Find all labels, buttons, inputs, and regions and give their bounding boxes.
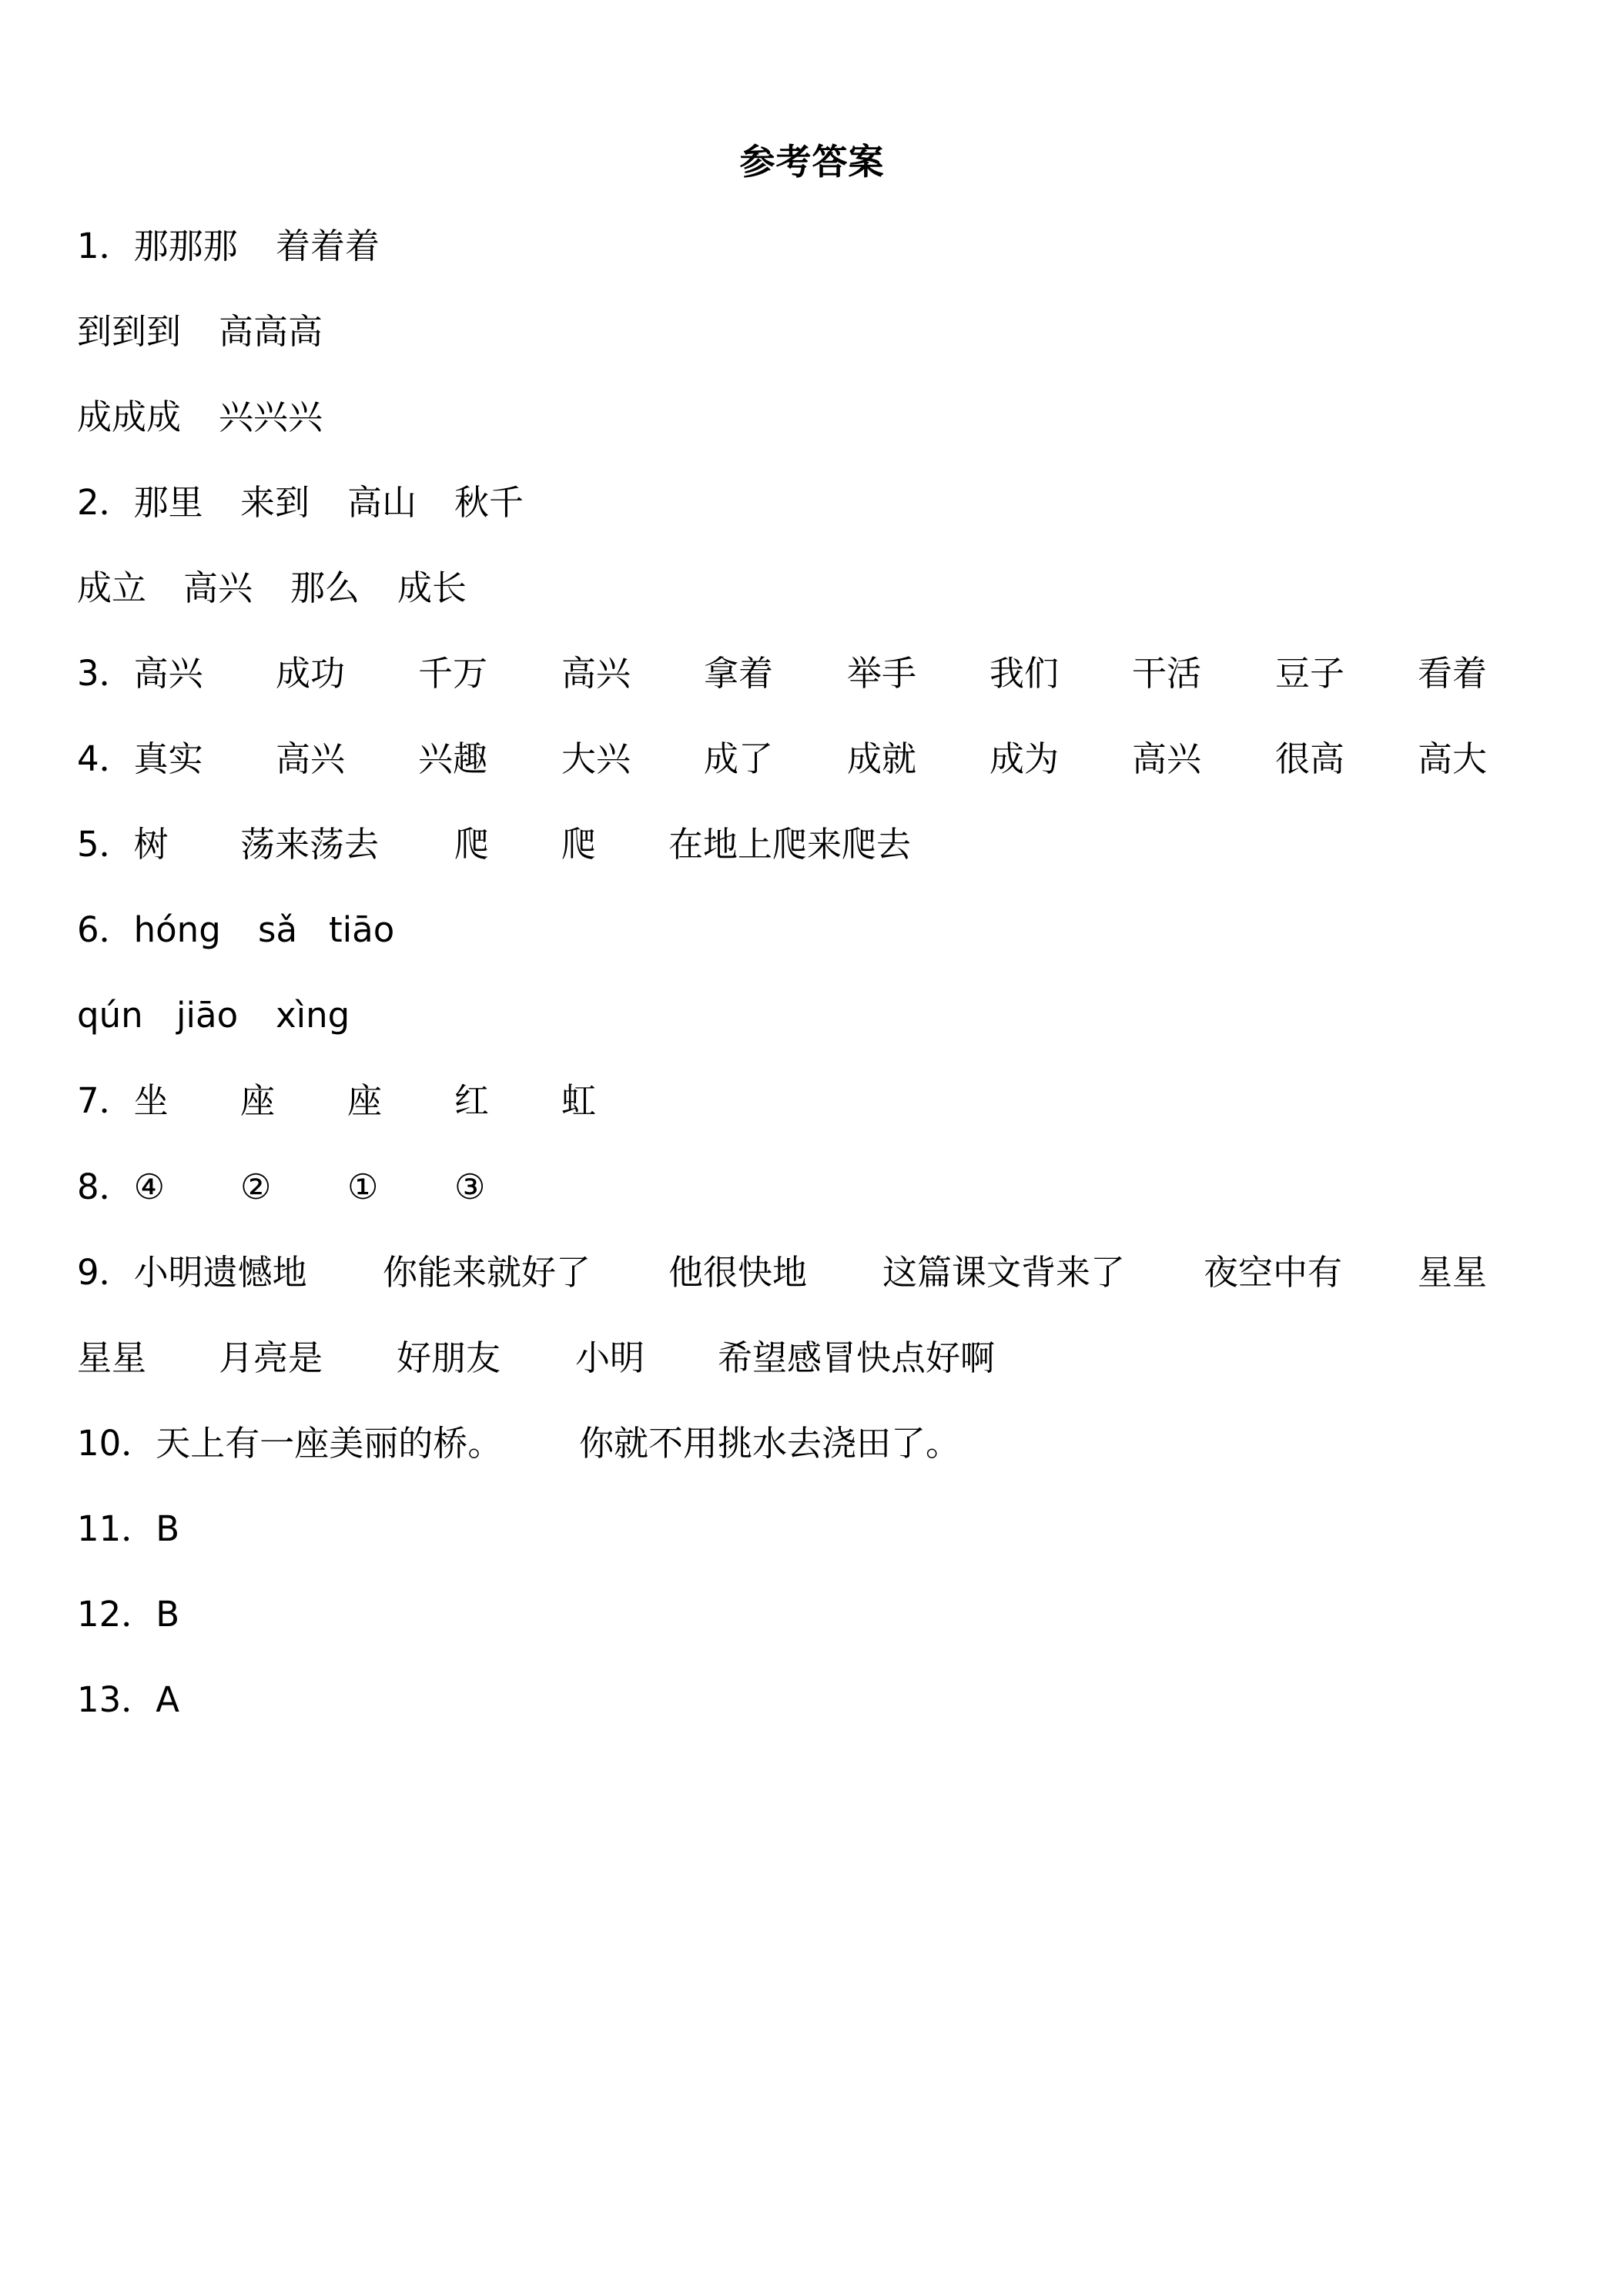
answer-item: qún — [77, 995, 143, 1036]
answer-item: 5．树 — [77, 824, 169, 865]
answer-item: ② — [240, 1166, 272, 1207]
answer-item: 12．B — [77, 1594, 180, 1635]
answer-item: 高兴 — [1132, 738, 1202, 779]
answer-item: 夜空中有 — [1204, 1252, 1343, 1293]
answer-item: 拿着 — [704, 653, 774, 694]
answer-item: 爬 — [454, 824, 490, 865]
answer-item: 希望感冒快点好啊 — [718, 1337, 996, 1378]
answer-item: 2．那里 — [77, 482, 203, 523]
answer-item: 大兴 — [561, 738, 631, 779]
answer-item: 小明 — [575, 1337, 645, 1378]
answer-item: 6．hóng — [77, 909, 221, 950]
answer-item: 我们 — [989, 653, 1060, 694]
answer-item: 9．小明遗憾地 — [77, 1252, 307, 1293]
answer-item: 7．坐 — [77, 1080, 169, 1121]
answer-item: 举手 — [847, 653, 917, 694]
answer-item: 你能来就好了 — [383, 1252, 591, 1293]
answer-item: 你就不用挑水去浇田了。 — [579, 1423, 961, 1464]
answer-item: sǎ — [258, 909, 298, 950]
answer-item: 10．天上有一座美丽的桥。 — [77, 1423, 503, 1464]
answer-item: 着着着 — [276, 226, 380, 266]
answer-item: 虹 — [561, 1080, 597, 1121]
answer-item: 千万 — [418, 653, 488, 694]
answer-item: 爬 — [561, 824, 597, 865]
answer-item: 8．④ — [77, 1166, 165, 1207]
answer-item: 秋千 — [454, 482, 524, 523]
answer-item: 成功 — [276, 653, 346, 694]
answer-item: 在地上爬来爬去 — [668, 824, 912, 865]
answer-item: ① — [347, 1166, 379, 1207]
page-title: 参考答案 — [739, 141, 885, 182]
answer-item: 红 — [454, 1080, 490, 1121]
answer-item: 星星 — [1418, 1252, 1488, 1293]
answer-item: 高兴 — [561, 653, 631, 694]
answer-item: 座 — [347, 1080, 383, 1121]
answer-item: tiāo — [329, 909, 395, 950]
answer-item: 成就 — [847, 738, 917, 779]
answer-item: 4．真实 — [77, 738, 203, 779]
answer-item: 干活 — [1132, 653, 1202, 694]
answer-item: 成成成 — [77, 397, 182, 437]
answer-item: 高高高 — [219, 311, 323, 352]
answer-item: 高兴 — [276, 738, 346, 779]
answer-item: 高大 — [1418, 738, 1488, 779]
answer-item: 月亮是 — [219, 1337, 323, 1378]
answer-item: 豆子 — [1275, 653, 1345, 694]
answer-item: 这篇课文背来了 — [882, 1252, 1126, 1293]
answer-item: 荡来荡去 — [240, 824, 380, 865]
answer-item: 到到到 — [77, 311, 182, 352]
answer-item: jiāo — [176, 995, 239, 1036]
answer-item: 成长 — [397, 567, 467, 608]
answer-item: 3．高兴 — [77, 653, 203, 694]
answer-item: 星星 — [77, 1337, 147, 1378]
answer-item: 成立 — [77, 567, 147, 608]
answer-item: 高山 — [347, 482, 417, 523]
answer-item: ③ — [454, 1166, 486, 1207]
answer-item: 座 — [240, 1080, 276, 1121]
answer-item: 他很快地 — [668, 1252, 808, 1293]
answer-item: 看着 — [1418, 653, 1488, 694]
answer-item: 那么 — [290, 567, 360, 608]
answer-item: 13．A — [77, 1679, 180, 1720]
answer-item: 成了 — [704, 738, 774, 779]
answer-item: 兴兴兴 — [219, 397, 323, 437]
answer-item: xìng — [276, 995, 350, 1036]
answer-item: 兴趣 — [418, 738, 488, 779]
answer-item: 很高 — [1275, 738, 1345, 779]
answer-item: 1．那那那 — [77, 226, 238, 266]
answer-item: 成为 — [989, 738, 1060, 779]
answer-item: 好朋友 — [397, 1337, 501, 1378]
answer-item: 高兴 — [183, 567, 253, 608]
answer-item: 来到 — [240, 482, 310, 523]
answer-item: 11．B — [77, 1508, 180, 1549]
